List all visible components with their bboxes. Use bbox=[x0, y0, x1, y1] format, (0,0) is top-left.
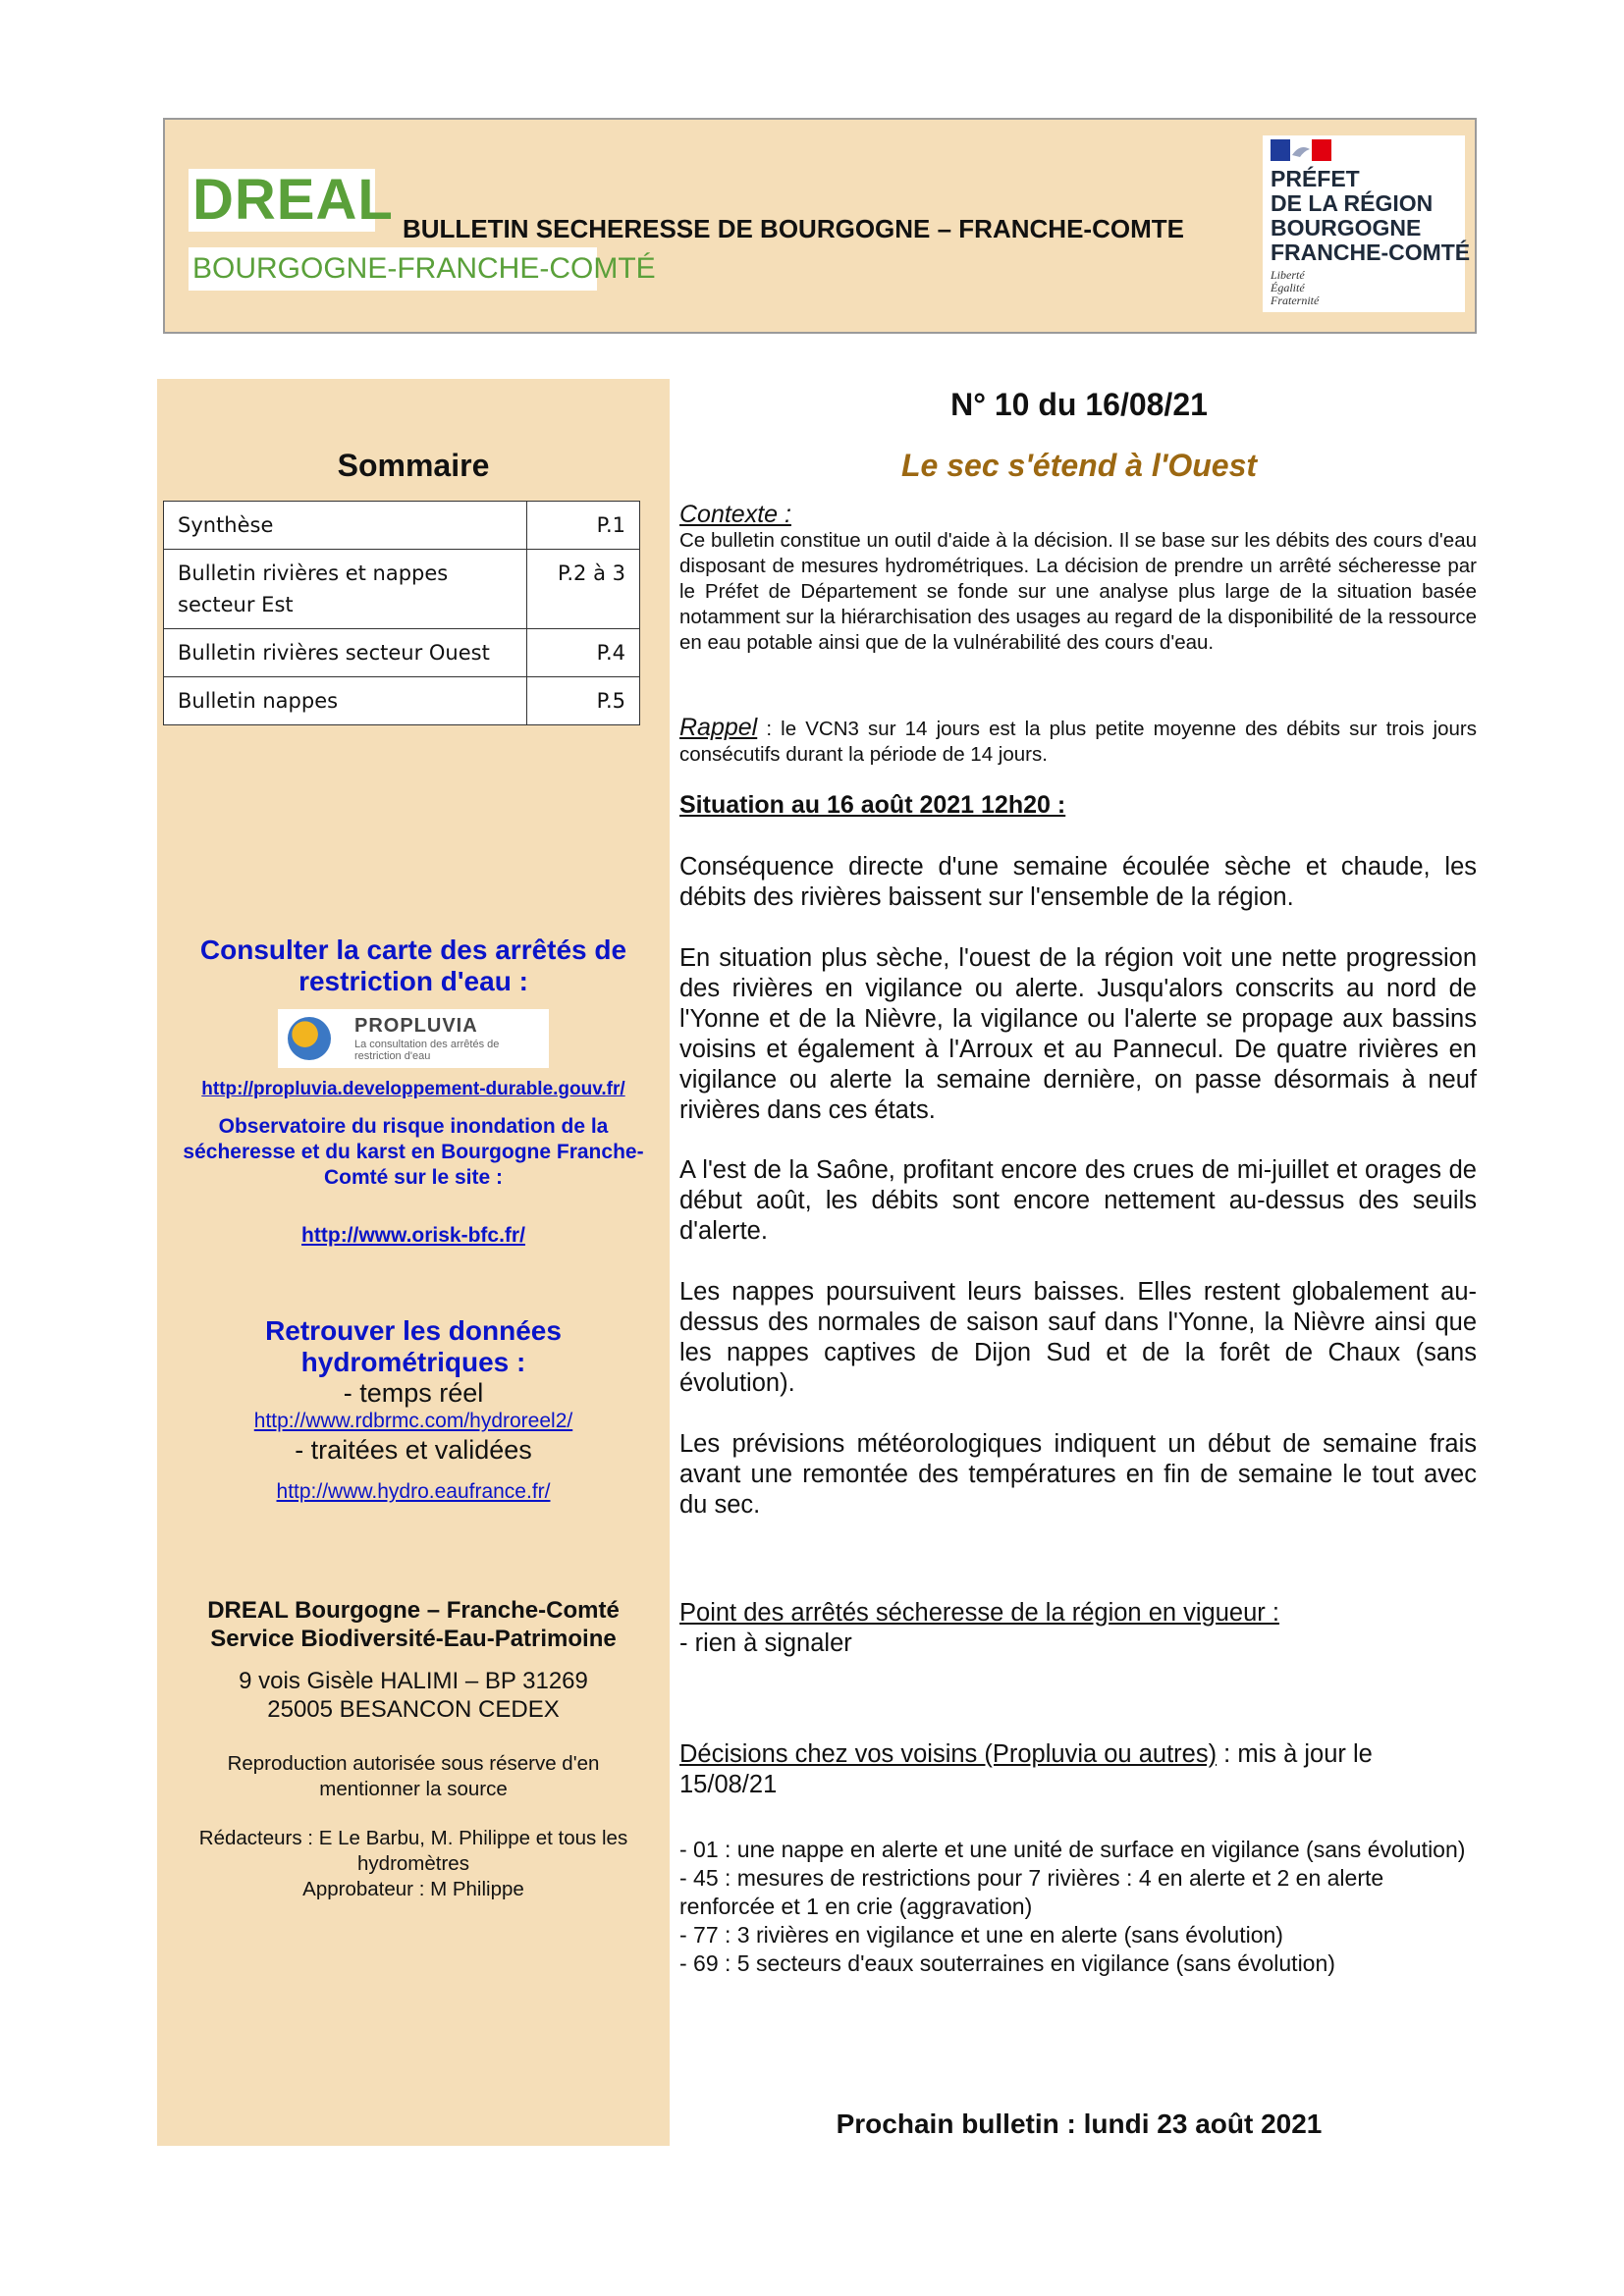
contexte-label: Contexte : bbox=[679, 501, 791, 528]
sidebar bbox=[157, 379, 670, 2146]
toc-page: P.4 bbox=[527, 629, 640, 677]
prefet-logo bbox=[1263, 135, 1471, 312]
temps-reel-link[interactable]: http://www.rdbrmc.com/hydroreel2/ bbox=[253, 1410, 573, 1432]
toc-row bbox=[164, 502, 640, 550]
validees-label: - traitées et validées bbox=[295, 1435, 532, 1465]
point-heading: Point des arrêtés sécheresse de la région en vigueur : bbox=[679, 1599, 1279, 1627]
toc-page: P.1 bbox=[527, 502, 640, 550]
decision-item: - 45 : mesures de restrictions pour 7 rivières : 4 en alerte et 2 en alerte renforcée et 1 en crie (aggravation) bbox=[679, 1865, 1384, 1919]
situation-paragraph-4: Les nappes poursuivent leurs baisses. Elles restent globalement au-dessus des normales de saison sauf dans l'Yonne, la Nièvre ainsi que les nappes captives de Dijon Sud et de la forêt de Chaux (sans évolution). bbox=[679, 1278, 1477, 1397]
header-banner bbox=[163, 118, 1477, 334]
address-line-2: 25005 BESANCON CEDEX bbox=[267, 1696, 560, 1723]
toc-row bbox=[164, 629, 640, 677]
address-line-1: 9 vois Gisèle HALIMI – BP 31269 bbox=[239, 1668, 588, 1694]
toc-row bbox=[164, 677, 640, 725]
decisions-list bbox=[679, 1836, 1477, 1978]
dreal-logo-region: BOURGOGNE-FRANCHE-COMTÉ bbox=[189, 247, 597, 291]
service-name: Service Biodiversité-Eau-Patrimoine bbox=[210, 1626, 617, 1652]
situation-paragraph-1: Conséquence directe d'une semaine écoulée sèche et chaude, les débits des rivières baissent sur l'ensemble de la région. bbox=[679, 853, 1477, 911]
org-name: DREAL Bourgogne – Franche-Comté bbox=[207, 1597, 620, 1624]
bulletin-subtitle: Le sec s'étend à l'Ouest bbox=[900, 448, 1258, 483]
contexte-text: Ce bulletin constitue un outil d'aide à la décision. Il se base sur les débits des cours d'eau disposant de mesures hydrométriques. La décision de prendre un arrêté sécheresse par le Préfet de Département se fonde sur une analyse plus large de la situation basée notamment sur la hiérarchisation des usages au regard de la disponibilité de la ressource en eau potable ainsi que de la vulnérabilité des cours d'eau. bbox=[679, 529, 1477, 654]
decisions-heading: Décisions chez vos voisins (Propluvia ou autres) bbox=[679, 1740, 1218, 1768]
decisions-suffix: : mis à jour le 15/08/21 bbox=[679, 1740, 1373, 1798]
carte-heading: Consulter la carte des arrêtés de restriction d'eau : bbox=[199, 934, 627, 996]
decision-item: - 01 : une nappe en alerte et une unité de surface en vigilance (sans évolution) bbox=[679, 1837, 1466, 1862]
propluvia-name: PROPLUVIA bbox=[354, 1015, 478, 1037]
hydro-heading: Retrouver les données hydrométriques : bbox=[265, 1315, 562, 1377]
decision-item: - 69 : 5 secteurs d'eaux souterraines en vigilance (sans évolution) bbox=[679, 1950, 1335, 1976]
situation-paragraph-3: A l'est de la Saône, profitant encore des crues de mi-juillet et orages de début août, les débits sont encore nettement au-dessus des seuils d'alerte. bbox=[679, 1156, 1477, 1245]
situation-heading: Situation au 16 août 2021 12h20 : bbox=[679, 791, 1066, 819]
prefet-text: PRÉFET DE LA RÉGION BOURGOGNE FRANCHE-COMTÉ bbox=[1271, 166, 1471, 265]
rappel-label: Rappel bbox=[679, 714, 758, 741]
propluvia-link[interactable]: http://propluvia.developpement-durable.gouv.fr/ bbox=[201, 1079, 625, 1099]
propluvia-sun-icon bbox=[288, 1017, 331, 1060]
approbateur: Approbateur : M Philippe bbox=[302, 1878, 524, 1900]
dreal-logo-word: DREAL bbox=[189, 169, 375, 232]
propluvia-tagline: La consultation des arrêtés de restriction d'eau bbox=[354, 1039, 500, 1062]
contexte-block bbox=[679, 501, 1477, 656]
toc-label: Synthèse bbox=[164, 502, 527, 550]
sommaire-table bbox=[163, 501, 640, 725]
carte-section bbox=[157, 934, 670, 1248]
toc-page: P.2 à 3 bbox=[527, 550, 640, 629]
sommaire-title: Sommaire bbox=[337, 448, 490, 483]
hydro-section bbox=[157, 1315, 670, 1506]
reproduction-note: Reproduction autorisée sous réserve d'en mentionner la source bbox=[227, 1752, 600, 1800]
issue-number: N° 10 du 16/08/21 bbox=[950, 387, 1208, 422]
situation-paragraph-2: En situation plus sèche, l'ouest de la région voit une nette progression des rivières en vigilance ou alerte. Jusqu'alors conscrits au nord de l'Yonne et de la Nièvre, la vigilance ou l'alerte se propage aux bassins voisins et également à l'Arroux et au Pannecul. De quatre rivières en vigilance ou alerte la semaine dernière, on passe désormais à neuf rivières dans ces états. bbox=[679, 944, 1477, 1124]
devise: Liberté Égalité Fraternité bbox=[1271, 268, 1320, 307]
rappel-block bbox=[679, 715, 1477, 768]
validees-link[interactable]: http://www.hydro.eaufrance.fr/ bbox=[276, 1480, 551, 1503]
marianne-flag-icon bbox=[1271, 139, 1331, 161]
toc-label: Bulletin rivières et nappes secteur Est bbox=[164, 550, 527, 629]
decision-item: - 77 : 3 rivières en vigilance et une en alerte (sans évolution) bbox=[679, 1922, 1283, 1948]
decisions-block bbox=[679, 1739, 1477, 1800]
toc-label: Bulletin nappes bbox=[164, 677, 527, 725]
toc-row bbox=[164, 550, 640, 629]
next-bulletin: Prochain bulletin : lundi 23 août 2021 bbox=[836, 2109, 1323, 2139]
point-text: - rien à signaler bbox=[679, 1629, 852, 1657]
propluvia-logo[interactable] bbox=[278, 1009, 549, 1068]
orisk-link[interactable]: http://www.orisk-bfc.fr/ bbox=[301, 1224, 525, 1247]
toc-label: Bulletin rivières secteur Ouest bbox=[164, 629, 527, 677]
contact-section bbox=[157, 1596, 670, 1902]
temps-reel-label: - temps réel bbox=[343, 1378, 484, 1408]
redacteurs: Rédacteurs : E Le Barbu, M. Philippe et tous les hydromètres bbox=[198, 1827, 628, 1875]
point-block bbox=[679, 1598, 1477, 1659]
rappel-text: : le VCN3 sur 14 jours est la plus petite moyenne des débits sur trois jours consécutifs durant la période de 14 jours. bbox=[679, 718, 1477, 766]
observatoire-text: Observatoire du risque inondation de la sécheresse et du karst en Bourgogne Franche-Comté sur le site : bbox=[183, 1115, 644, 1189]
bulletin-title: BULLETIN SECHERESSE DE BOURGOGNE – FRANCHE-COMTE bbox=[403, 214, 1184, 243]
toc-page: P.5 bbox=[527, 677, 640, 725]
situation-paragraph-5: Les prévisions météorologiques indiquent un début de semaine frais avant une remontée des températures en fin de semaine le tout avec du sec. bbox=[679, 1430, 1477, 1519]
